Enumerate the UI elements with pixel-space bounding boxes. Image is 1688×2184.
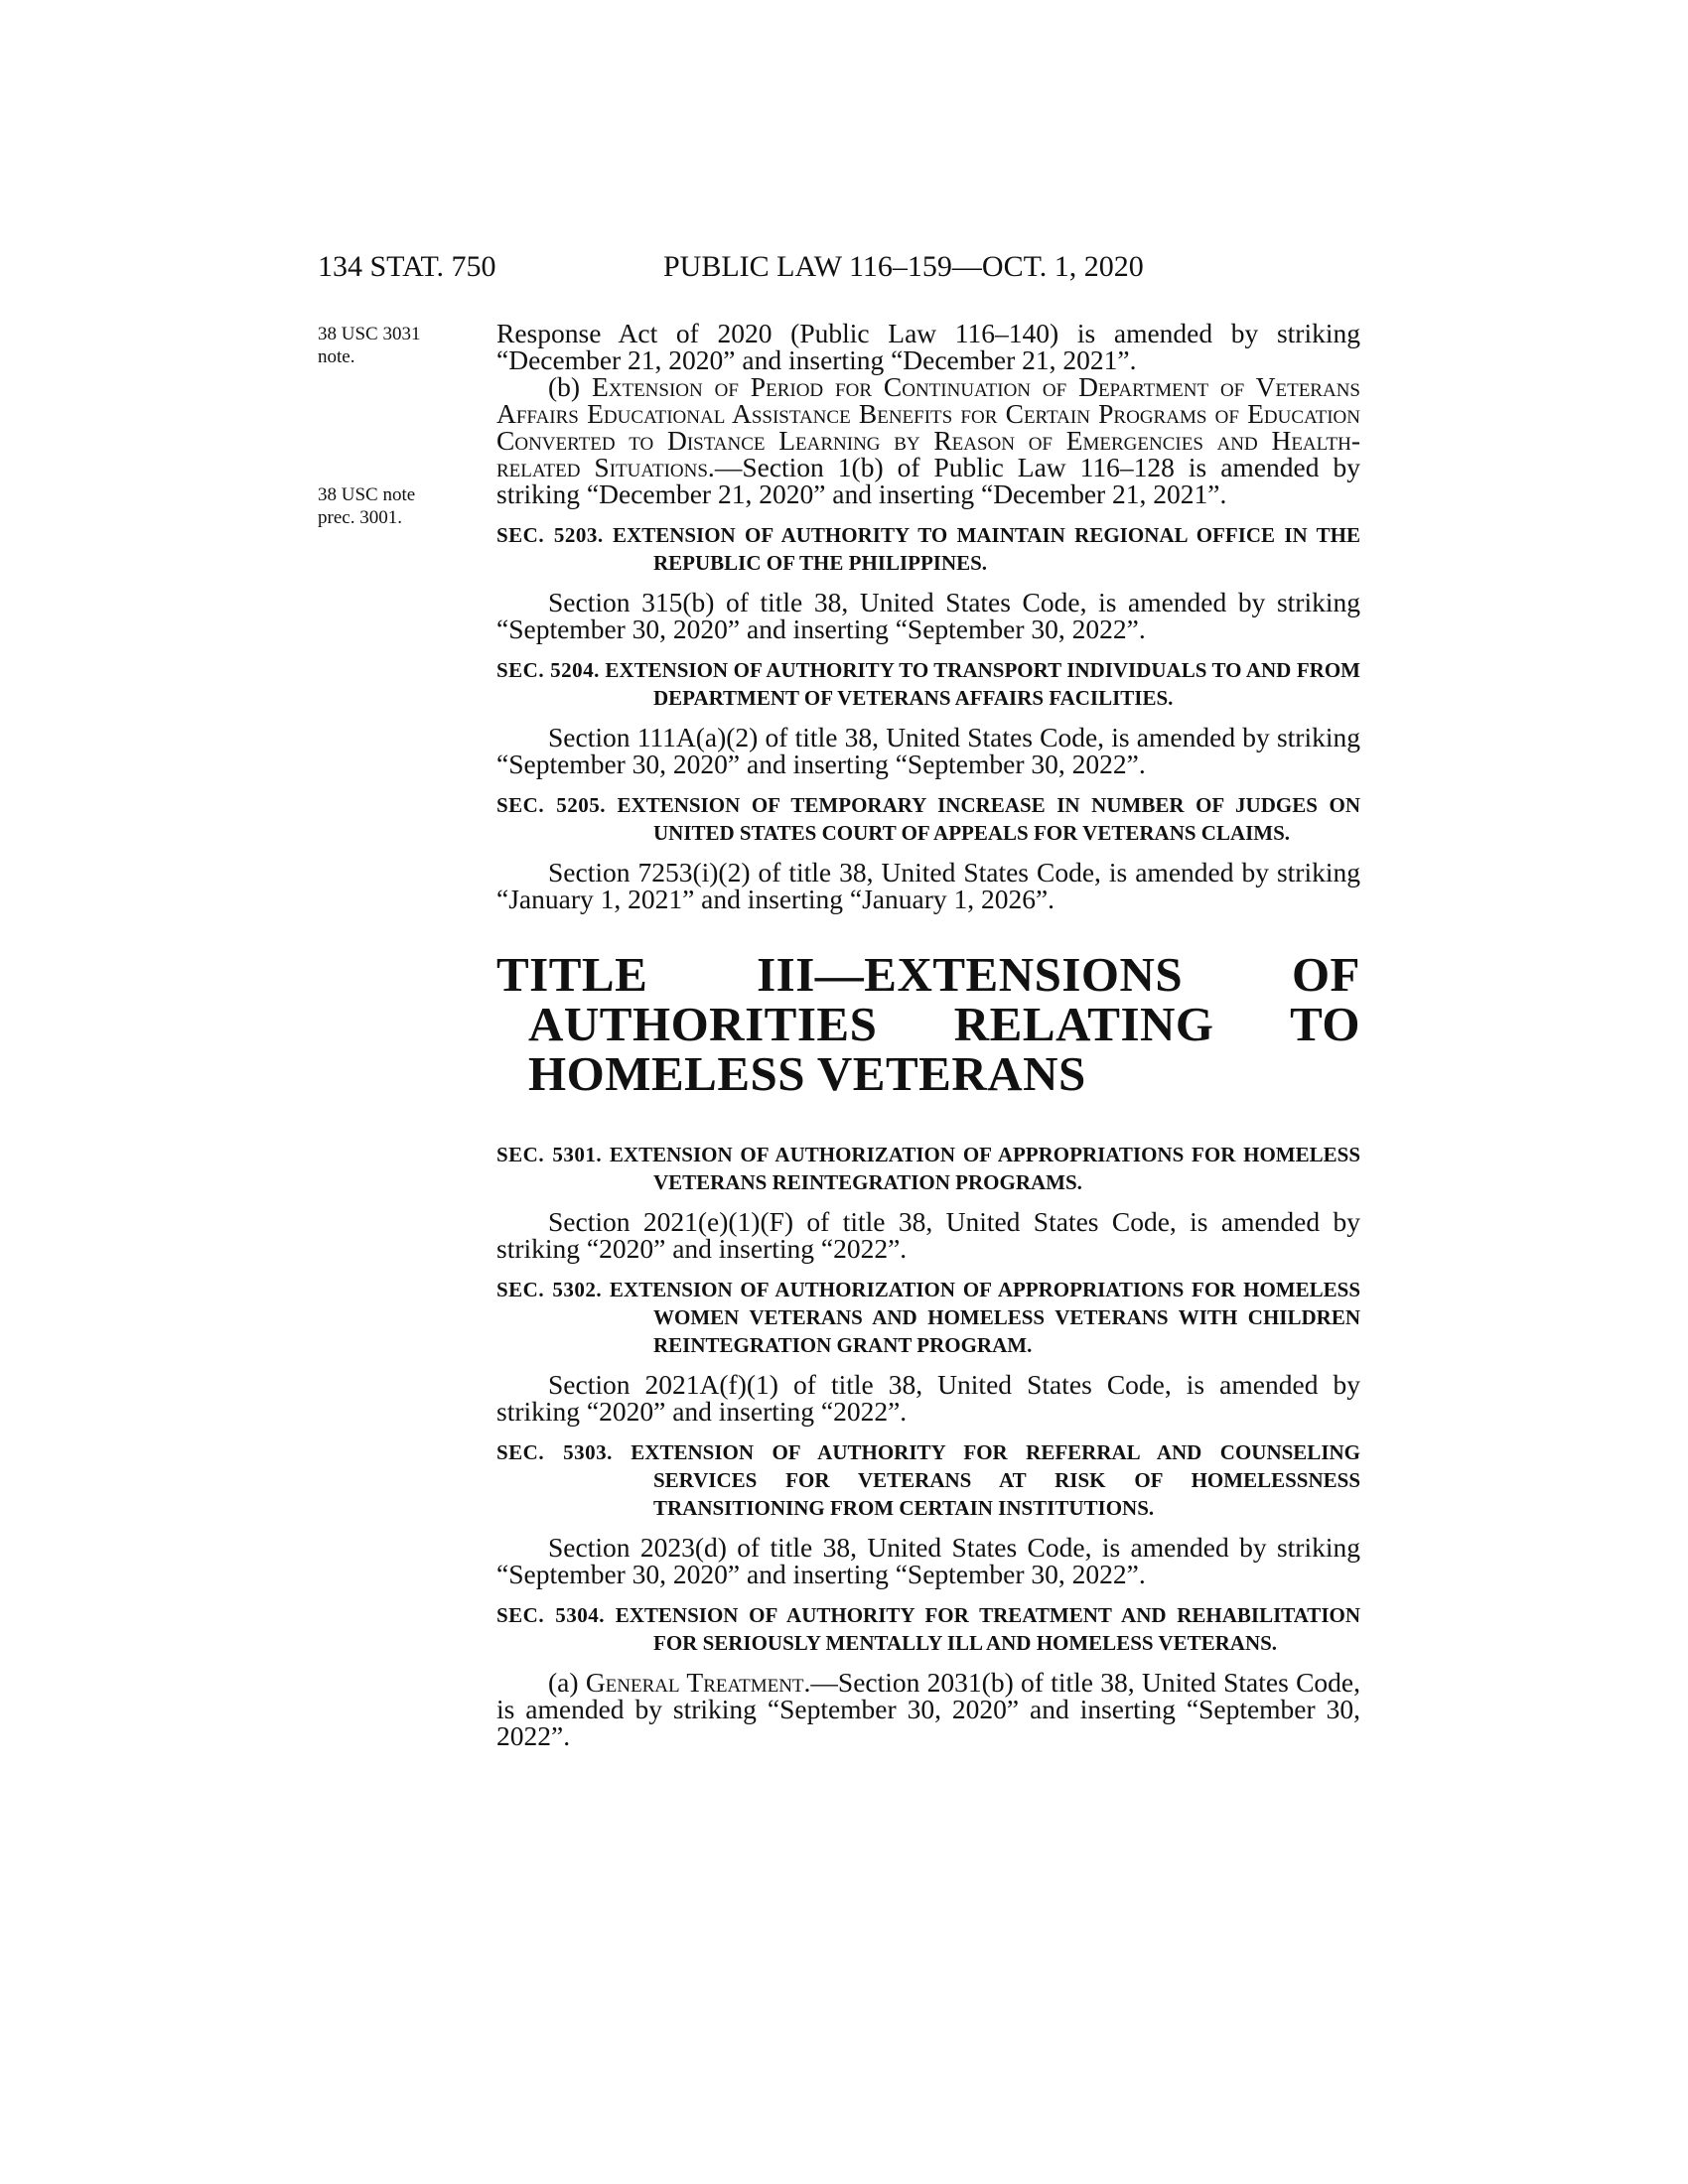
margin-note-line: prec. 3001.: [318, 507, 402, 528]
paragraph-b: [496, 373, 1360, 507]
section-heading-5204: [496, 656, 1360, 712]
margin-note-line: 38 USC 3031: [318, 324, 421, 344]
page-header: [0, 250, 1688, 290]
section-text-5301: Section 2021(e)(1)(F) of title 38, United States Code, is amended by striking “2020” and inserting “2022”.: [496, 1206, 1360, 1264]
paragraph-a: [496, 1669, 1360, 1749]
section-heading-5303: [496, 1438, 1360, 1522]
section-text-5303: Section 2023(d) of title 38, United States Code, is amended by striking “September 30, 2020” and inserting “September 30, 2022”.: [496, 1532, 1360, 1589]
section-number: SEC. 5204.: [496, 658, 600, 682]
section-number: SEC. 5301.: [496, 1143, 603, 1166]
margin-note-line: 38 USC note: [318, 484, 416, 505]
continued-paragraph: Response Act of 2020 (Public Law 116–140) is amended by striking “December 21, 2020” and inserting “December 21, 2021”.: [496, 318, 1360, 375]
section-title: EXTENSION OF AUTHORITY TO MAINTAIN REGIONAL OFFICE IN THE REPUBLIC OF THE PHILIPPINES.: [613, 523, 1360, 575]
section-text-5302: Section 2021A(f)(1) of title 38, United States Code, is amended by striking “2020” and inserting “2022”.: [496, 1369, 1360, 1427]
section-text-5203: Section 315(b) of title 38, United States Code, is amended by striking “September 30, 2020” and inserting “September 30, 2022”.: [496, 587, 1360, 644]
section-number: SEC. 5205.: [496, 793, 606, 817]
section-heading-5205: [496, 791, 1360, 847]
paragraph-marker: (a): [548, 1667, 586, 1698]
paragraph-heading: General Treatment.: [585, 1667, 811, 1698]
section-heading-5301: [496, 1141, 1360, 1196]
section-title: EXTENSION OF TEMPORARY INCREASE IN NUMBER OF JUDGES ON UNITED STATES COURT OF APPEALS FOR VETERANS CLAIMS.: [617, 793, 1360, 845]
title-iii-heading: TITLE III—EXTENSIONS OF AUTHORITIES RELATING TO HOMELESS VETERANS: [496, 947, 1360, 1101]
paragraph-text: —Section 2031(b) of title 38, United States Code, is amended by striking “September 30, 2020” and inserting “September 30, 2022”.: [496, 1667, 1360, 1751]
section-number: SEC. 5303.: [496, 1440, 613, 1464]
margin-note-line: note.: [318, 346, 355, 367]
section-heading-5203: [496, 521, 1360, 577]
section-heading-5302: [496, 1276, 1360, 1359]
section-number: SEC. 5203.: [496, 523, 604, 547]
paragraph-heading: Extension of Period for Continuation of Department of Veterans Affairs Educational Assistance Benefits for Certain Programs of Education Converted to Distance Learning by Reason of Emergencies and Health-related Situations.: [496, 371, 1360, 482]
section-title: EXTENSION OF AUTHORITY TO TRANSPORT INDIVIDUALS TO AND FROM DEPARTMENT OF VETERANS AFFAIRS FACILITIES.: [605, 658, 1360, 710]
section-text-5204: Section 111A(a)(2) of title 38, United States Code, is amended by striking “September 30, 2020” and inserting “September 30, 2022”.: [496, 722, 1360, 779]
section-number: SEC. 5304.: [496, 1603, 606, 1627]
section-title: EXTENSION OF AUTHORITY FOR TREATMENT AND REHABILITATION FOR SERIOUSLY MENTALLY ILL AND HOMELESS VETERANS.: [615, 1603, 1360, 1655]
section-title: EXTENSION OF AUTHORITY FOR REFERRAL AND COUNSELING SERVICES FOR VETERANS AT RISK OF HOMELESSNESS TRANSITIONING FROM CERTAIN INSTITUTIONS.: [631, 1440, 1360, 1520]
statute-page-reference: 134 STAT. 750: [318, 250, 496, 283]
margin-note-38-usc-3031: [318, 323, 467, 368]
section-text-5205: Section 7253(i)(2) of title 38, United States Code, is amended by striking “January 1, 2021” and inserting “January 1, 2026”.: [496, 857, 1360, 914]
margin-note-38-usc-note-prec-3001: [318, 483, 467, 529]
running-head-title: PUBLIC LAW 116–159—OCT. 1, 2020: [663, 250, 1144, 283]
section-title: EXTENSION OF AUTHORIZATION OF APPROPRIATIONS FOR HOMELESS VETERANS REINTEGRATION PROGRAMS.: [609, 1143, 1361, 1194]
document-body: [496, 320, 1360, 1749]
section-number: SEC. 5302.: [496, 1278, 603, 1301]
paragraph-text: —Section 1(b) of Public Law 116–128 is amended by striking “December 21, 2020” and inserting “December 21, 2021”.: [496, 452, 1360, 509]
section-heading-5304: [496, 1601, 1360, 1657]
section-title: EXTENSION OF AUTHORIZATION OF APPROPRIATIONS FOR HOMELESS WOMEN VETERANS AND HOMELESS VETERANS WITH CHILDREN REINTEGRATION GRANT PROGRAM.: [609, 1278, 1361, 1357]
paragraph-marker: (b): [548, 371, 592, 402]
